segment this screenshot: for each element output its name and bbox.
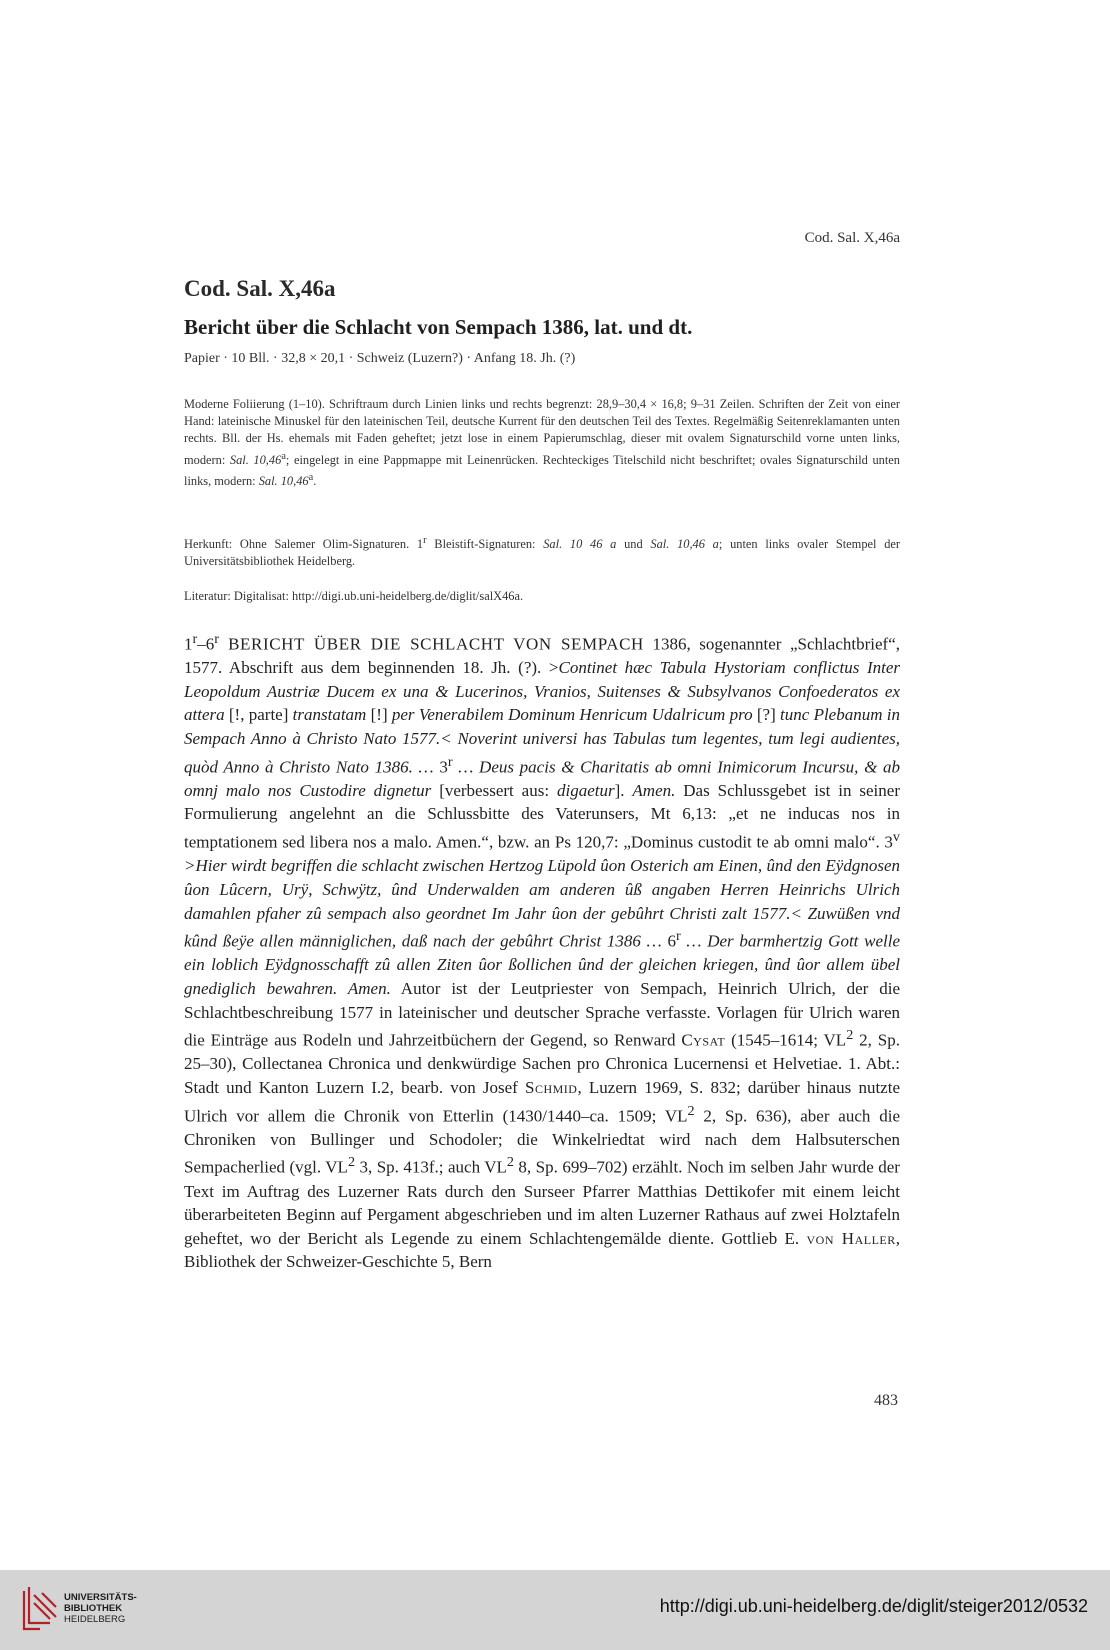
university-library-logo-icon xyxy=(20,1583,60,1637)
main-entry xyxy=(184,628,900,1274)
folio-sup: r xyxy=(447,753,453,770)
literature: Literatur: Digitalisat: http://digi.ub.uni-heidelberg.de/diglit/salX46a. xyxy=(184,589,524,603)
entry-text: [?] xyxy=(752,705,781,725)
author-name: Cysat xyxy=(681,1030,726,1050)
provenance xyxy=(184,532,900,571)
incipit-latin: tunc Plebanum in Sempach Anno à Christo Nato 1577.< Noverint universi has Tabulas tum legentes, tum legi audientes, quòd Anno à Christo Nato 1386. … xyxy=(184,705,901,777)
folio-ref: 6 xyxy=(667,931,676,951)
entry-text: 2, Sp. 636), aber auch die Chroniken von Bullinger und Schodoler; die Winkelriedtat wird nach dem Halbsuterschen Sempacherlied (vgl. VL xyxy=(184,1106,900,1178)
signature-1-sup: a xyxy=(281,450,286,462)
viewer-footer xyxy=(0,1570,1110,1650)
folio-ref: 3 xyxy=(439,757,448,777)
folio-ref: 1 xyxy=(184,634,193,654)
library-name-line-1: UNIVERSITÄTS- xyxy=(64,1592,137,1603)
library-name-line-2: BIBLIOTHEK xyxy=(64,1603,123,1614)
desc-text-3: . xyxy=(313,474,317,489)
folio-sup: r xyxy=(192,631,198,647)
author-name: Schmid xyxy=(525,1077,578,1097)
main-title: Bericht über die Schlacht von Sempach 1386, lat. und dt. xyxy=(184,315,693,339)
codex-title: Cod. Sal. X,46a xyxy=(184,276,336,301)
incipit-latin: per Venerabilem Dominum Henricum Udalricum pro xyxy=(391,705,753,725)
folio-sup: r xyxy=(675,928,681,945)
entry-text: , Luzern 1969, S. 832; darüber hinaus nutzte Ulrich vor allem die Chronik von Etterlin (1430/1440–ca. 1509; VL xyxy=(184,1077,900,1126)
folio-ref: 3 xyxy=(884,832,893,852)
entry-text: [!] xyxy=(366,705,392,725)
incipit-german: >Hier wirdt begriffen die schlacht zwischen Hertzog Lüpold ûon Osterich am Einen, ûnd den Eÿdgnosen ûon Lûcern, Urÿ, Schwÿtz, ûnd Underwalden am anderen ûß angaben Herren Heinrichs Ulrich damahlen pfaher zû sempach also geordnet Im Jahr ûon der gebûhrt Christi zalt 1577.< Zuwüßen vnd kûnd ßeÿe allen männiglichen, daß nach der gebûhrt Christ 1386 … xyxy=(184,856,900,951)
entry-text: 2, Sp. 25–30), Collectanea Chronica und denkwürdige Sachen pro Chronica Lucernensi et Helvetiae. 1. Abt.: Stadt und Kanton Luzern I.2, bearb. von Josef xyxy=(184,1030,900,1097)
explicit-latin: Amen. xyxy=(632,780,676,800)
incipit-latin: transtatam xyxy=(292,705,367,725)
author-name: von Haller xyxy=(806,1228,896,1248)
entry-text: [!, parte] xyxy=(224,705,293,725)
logo-strokes xyxy=(24,1587,56,1629)
signature-1: Sal. 10,46 xyxy=(229,452,282,467)
title-block xyxy=(184,272,900,370)
entry-text: 3, Sp. 413f.; auch VL xyxy=(355,1158,507,1178)
folio-sup: r xyxy=(214,631,219,647)
folio-ref: –6 xyxy=(197,634,215,654)
herkunft-sup: r xyxy=(423,535,427,546)
entry-text: Das Schlussgebet ist in seiner Formulierung angelehnt an die Schlussbitte des Vaterunsers, Mt 6,13: „et ne inducas nos in temptationem sed libera nos a malo. Amen.“, bzw. an Ps 120,7: „Dominus custodit te ab omni malo“. xyxy=(184,780,900,852)
entry-heading: BERICHT ÜBER DIE SCHLACHT VON SEMPACH xyxy=(218,634,644,654)
entry-text: [verbessert aus: xyxy=(431,780,557,800)
herkunft-text-1: Herkunft: Ohne Salemer Olim-Signaturen. 1 xyxy=(184,537,424,552)
codicological-description xyxy=(184,396,900,490)
library-name-line-3: HEIDELBERG xyxy=(64,1614,126,1625)
herkunft-text-4: ; unten links ovaler Stempel der Universitätsbibliothek Heidelberg. xyxy=(184,537,901,569)
entry-text: (1545–1614; VL xyxy=(725,1030,847,1050)
edition-sup: 2 xyxy=(506,1154,514,1171)
edition-sup: 2 xyxy=(687,1102,695,1119)
edition-sup: 2 xyxy=(347,1154,356,1171)
explicit-german: … Der barmhertzig Gott welle ein loblich Eÿdgnosschafft zû allen Ziten ûor ßollichen ûnd der gleichen kriegen, ûnd ûor allem übel gnediglich bewahren. Amen. xyxy=(184,931,900,998)
edition-sup: 2 xyxy=(846,1027,854,1044)
entry-text: Autor ist der Leutpriester von Sempach, Heinrich Ulrich, der die Schlachtbeschreibung 1577 in lateinischer und deutscher Sprache verfasste. Vorlagen für Ulrich waren die Einträge aus Rodeln und Jahrzeitbüchern der Gegend, so Renward xyxy=(184,978,900,1050)
entry-text: 8, Sp. 699–702) erzählt. Noch im selben Jahr wurde der Text im Auftrag des Luzerner Rats durch den Surseer Pfarrer Matthias Dettikofer mit einem leicht überarbeiteten Beginn auf Pergament abgeschrieben und im alten Luzerner Rathaus auf zwei Holztafeln geheftet, wo der Bericht als Legende zu einem Schlachtengemälde diente. Gottlieb E. xyxy=(184,1158,900,1248)
folio-sup: v xyxy=(892,829,900,846)
entry-text: ]. xyxy=(614,780,633,800)
incipit-latin: Continet hæc Tabula Hystoriam conflictus Inter Leopoldum Austriæ Ducem ex una & Lucerinos, Vranios, Suitenses & Subsylvanos Confoederatos ex attera xyxy=(184,658,900,725)
desc-text-2: ; eingelegt in eine Pappmappe mit Leinenrücken. Rechteckiges Titelschild nicht beschriftet; ovales Signaturschild unten links, modern: xyxy=(184,452,900,489)
physical-description: Papier · 10 Bll. · 32,8 × 20,1 · Schweiz (Luzern?) · Anfang 18. Jh. (?) xyxy=(184,351,576,366)
herkunft-text-2: Bleistift-Signaturen: xyxy=(426,537,544,552)
signature-2: Sal. 10,46 xyxy=(258,474,309,489)
entry-text: , Bibliothek der Schweizer-Geschichte 5, Bern xyxy=(184,1228,900,1272)
herkunft-text-3: und xyxy=(616,537,651,552)
explicit-latin: … Deus pacis & Charitatis ab omni Inimicorum Incursu, & ab omnj malo nos Custodire dignetur xyxy=(184,757,900,800)
variant-reading: digaetur xyxy=(556,780,615,800)
running-head: Cod. Sal. X,46a xyxy=(804,230,900,246)
signature-2-sup: a xyxy=(308,471,314,483)
desc-text-1: Moderne Foliierung (1–10). Schriftraum durch Linien links und rechts begrenzt: 28,9–30,4 × 16,8; 9–31 Zeilen. Schriften der Zeit von einer Hand: lateinische Minuskel für den lateinischen Teil, deutsche Kurrent für den deutschen Teil des Textes. Regelmäßig Seitenreklamanten unten rechts. Bll. der Hs. ehemals mit Faden geheftet; jetzt lose in einem Papierumschlag, dieser mit ovalem Signaturschild vorne unten links, modern: xyxy=(184,397,900,467)
herkunft-sig-1: Sal. 10 46 a xyxy=(543,537,617,552)
page-number: 483 xyxy=(874,1392,898,1409)
library-name xyxy=(64,1592,137,1625)
source-url-link[interactable]: http://digi.ub.uni-heidelberg.de/diglit/steiger2012/0532 xyxy=(659,1596,1088,1616)
herkunft-sig-2: Sal. 10,46 a xyxy=(650,537,719,552)
entry-text: 1386, sogenannter „Schlachtbrief“, 1577. Abschrift aus dem beginnenden 18. Jh. (?). > xyxy=(184,634,900,678)
